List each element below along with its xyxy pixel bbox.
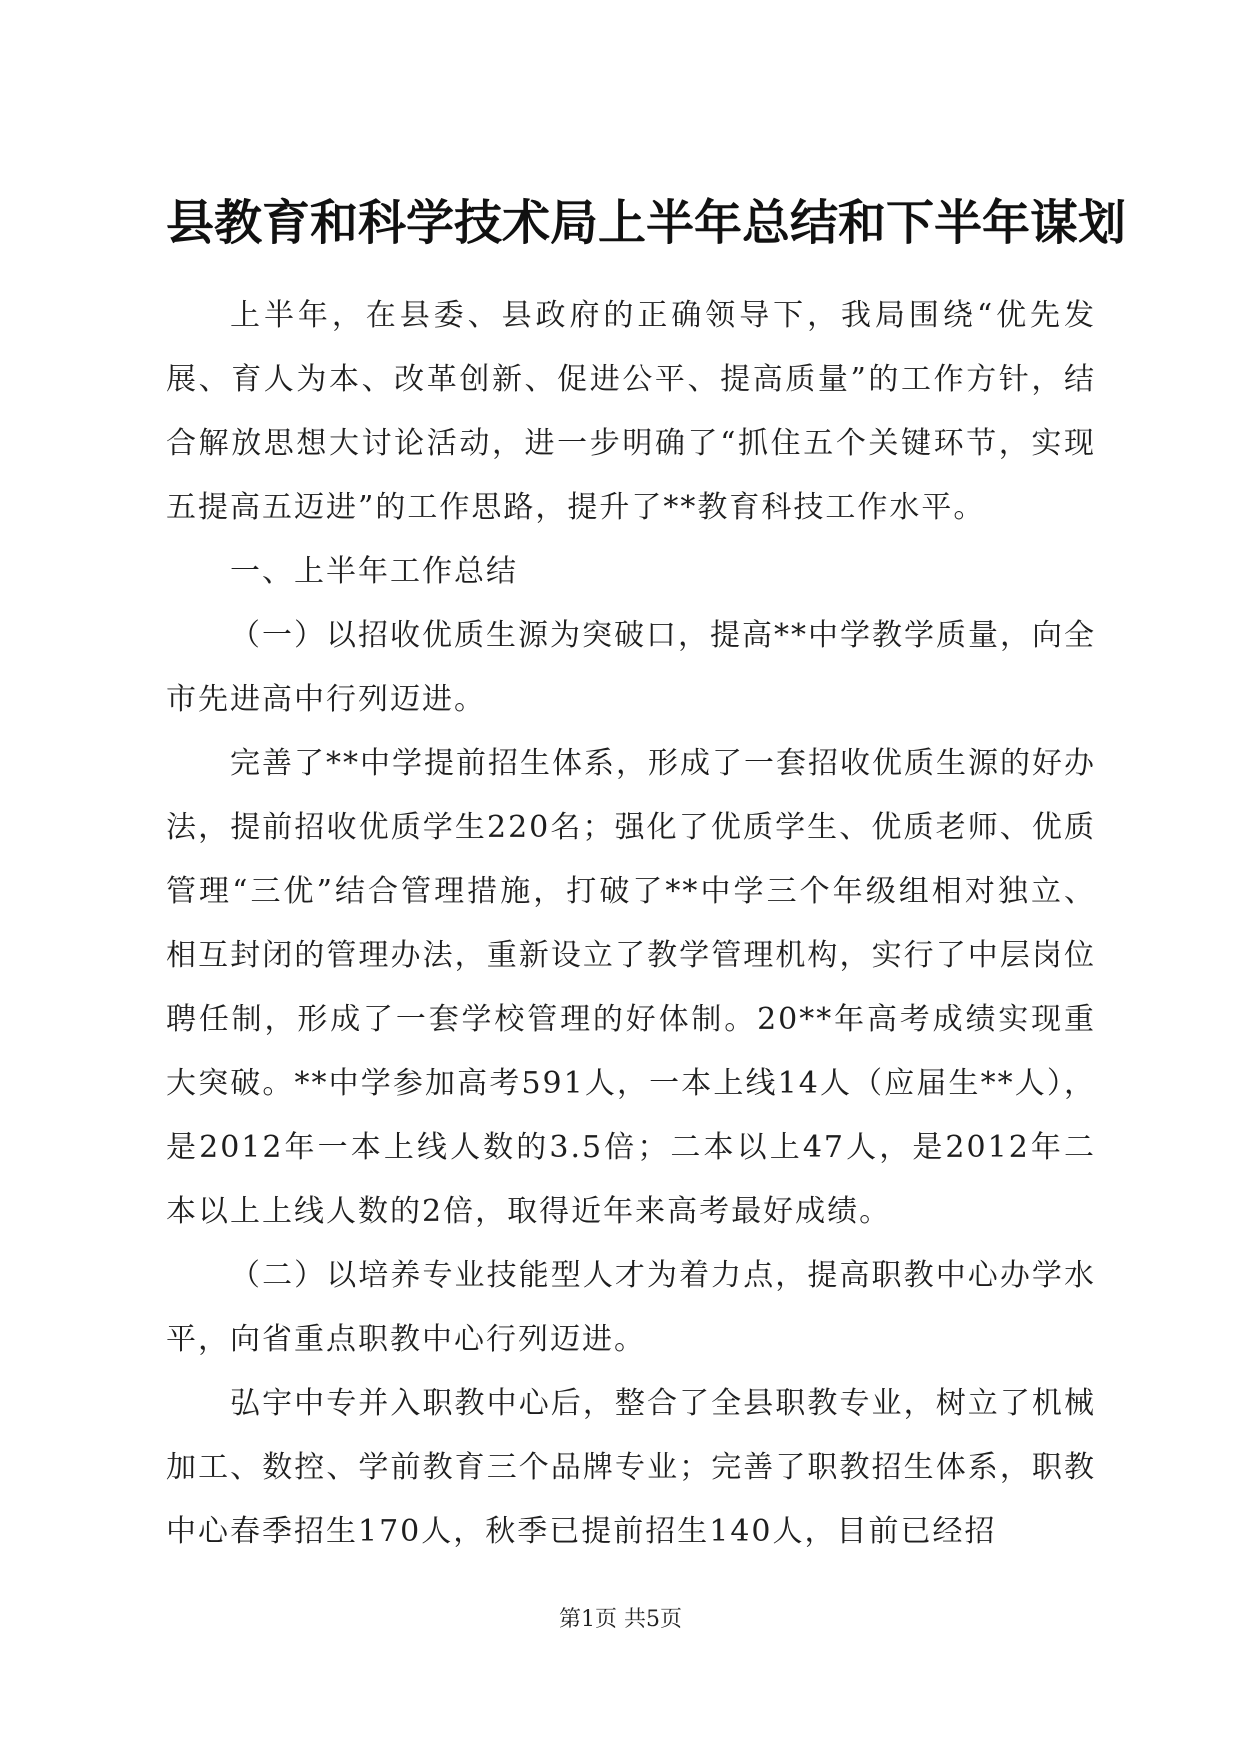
document-title: 县教育和科学技术局上半年总结和下半年谋划 — [166, 195, 1127, 251]
subsection-heading-1: （一）以招收优质生源为突破口，提高**中学教学质量，向全市先进高中行列迈进。 — [166, 618, 1096, 717]
page-number: 第1页 共5页 — [559, 1607, 682, 1632]
document-body — [166, 284, 1096, 1564]
paragraph-intro: 上半年，在县委、县政府的正确领导下，我局围绕“优先发展、育人为本、改革创新、促进公平、提高质量”的工作方针，结合解放思想大讨论活动，进一步明确了“抓住五个关键环节，实现五提高五迈进”的工作思路，提升了**教育科技工作水平。 — [166, 298, 1096, 525]
paragraph-body-1: 完善了**中学提前招生体系，形成了一套招收优质生源的好办法，提前招收优质学生220名；强化了优质学生、优质老师、优质管理“三优”结合管理措施，打破了**中学三个年级组相对独立、相互封闭的管理办法，重新设立了教学管理机构，实行了中层岗位聘任制，形成了一套学校管理的好体制。20**年高考成绩实现重大突破。**中学参加高考591人，一本上线14人（应届生**人），是2012年一本上线人数的3.5倍；二本以上47人，是2012年二本以上上线人数的2倍，取得近年来高考最好成绩。 — [166, 746, 1096, 1229]
section-heading-1: 一、上半年工作总结 — [230, 554, 518, 589]
paragraph-body-2: 弘宇中专并入职教中心后，整合了全县职教专业，树立了机械加工、数控、学前教育三个品牌专业；完善了职教招生体系，职教中心春季招生170人，秋季已提前招生140人，目前已经招 — [166, 1386, 1096, 1549]
subsection-heading-2: （二）以培养专业技能型人才为着力点，提高职教中心办学水平，向省重点职教中心行列迈进。 — [166, 1258, 1096, 1357]
